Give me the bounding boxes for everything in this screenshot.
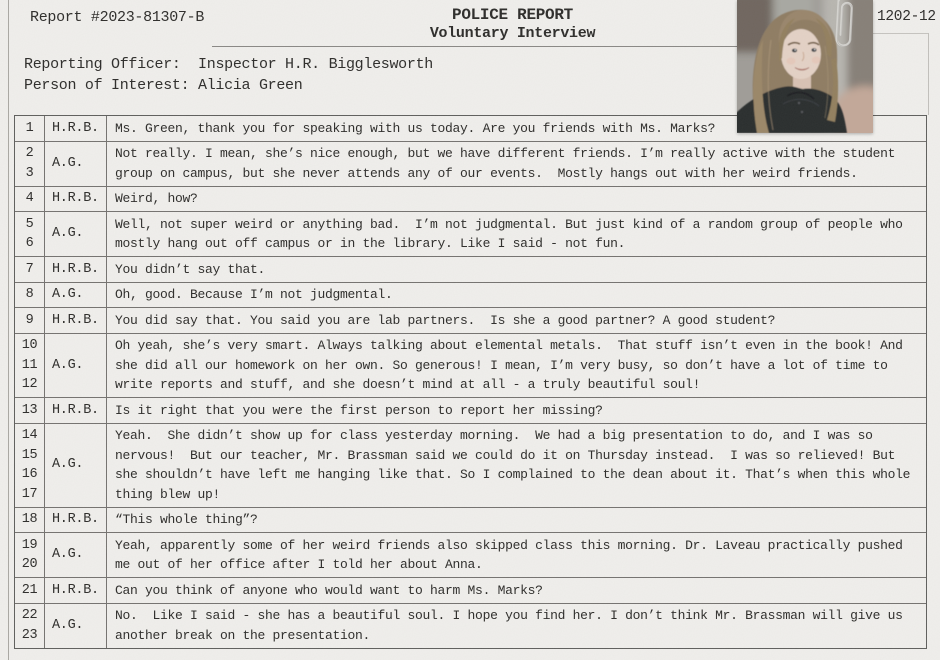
dialogue-text: Can you think of anyone who would want to harm Ms. Marks? bbox=[115, 582, 543, 598]
line-number: 23 bbox=[21, 627, 38, 643]
line-number: 13 bbox=[21, 402, 38, 418]
dialogue-text: Oh yeah, she’s very smart. Always talking about elemental metals. That stuff isn’t even in the book! And she did all our homework on her own. So generous! I mean, I’m very busy, so don’t have a lot of time to write reports and stuff, and she doesn’t mind at all - a truly beautiful soul! bbox=[115, 338, 911, 392]
speaker-initials: A.G. bbox=[45, 533, 107, 577]
line-number-cell bbox=[15, 508, 45, 533]
speaker-initials: H.R.B. bbox=[45, 398, 107, 423]
line-number: 5 bbox=[25, 216, 34, 232]
speaker-initials: H.R.B. bbox=[45, 116, 107, 141]
interview-transcript-table bbox=[14, 115, 927, 649]
line-number: 12 bbox=[21, 377, 38, 392]
dialogue-text: Not really. I mean, she’s nice enough, but we have different friends. I’m really active with the student group on campus, but she never attends any of our events. Mostly hangs out with her weird friends. bbox=[115, 146, 903, 181]
speaker-initials: H.R.B. bbox=[45, 187, 107, 212]
table-row bbox=[15, 141, 926, 186]
line-number: 7 bbox=[25, 261, 34, 277]
line-number-cell bbox=[15, 533, 45, 577]
speaker-initials: H.R.B. bbox=[45, 257, 107, 282]
case-number: 1202-12 bbox=[877, 9, 936, 25]
report-title-block bbox=[340, 6, 685, 42]
line-number-cell bbox=[15, 398, 45, 423]
table-row bbox=[15, 307, 926, 333]
line-number: 3 bbox=[25, 165, 34, 181]
paper-crease-line-horizontal bbox=[873, 33, 928, 34]
line-number: 9 bbox=[25, 312, 34, 328]
line-number-cell bbox=[15, 424, 45, 507]
report-title: POLICE REPORT bbox=[452, 6, 573, 24]
dialogue-text: Weird, how? bbox=[115, 191, 198, 206]
dialogue-text: Yeah. She didn’t show up for class yesterday morning. We had a big presentation to do, and I was so nervous! But our teacher, Mr. Brassman said we could do it on Thursday instead. I was so relieved! But she shouldn’t have left me hanging like that. So I complained to the dean about it. That’s when this whole thing blew up! bbox=[115, 428, 918, 502]
table-row bbox=[15, 507, 926, 533]
dialogue-text: Ms. Green, thank you for speaking with us today. Are you friends with Ms. Marks? bbox=[115, 120, 716, 136]
dialogue-text: You didn’t say that. bbox=[115, 261, 266, 277]
dialogue-text: No. Like I said - she has a beautiful soul. I hope you find her. I don’t think Mr. Brassman will give us another break on the presentation. bbox=[115, 608, 911, 643]
line-number: 11 bbox=[21, 357, 38, 373]
speaker-initials: H.R.B. bbox=[45, 508, 107, 533]
line-number-cell bbox=[15, 308, 45, 333]
line-number: 8 bbox=[25, 287, 34, 302]
speaker-initials: H.R.B. bbox=[45, 308, 107, 333]
speaker-initials: A.G. bbox=[45, 424, 107, 507]
speaker-initials: A.G. bbox=[45, 283, 107, 308]
line-number: 4 bbox=[25, 191, 34, 206]
table-row bbox=[15, 333, 926, 398]
line-number: 16 bbox=[21, 467, 38, 482]
line-number: 1 bbox=[25, 120, 34, 136]
line-number-cell bbox=[15, 187, 45, 212]
table-row bbox=[15, 282, 926, 308]
paper-crease-line-vertical bbox=[928, 33, 929, 115]
line-number-cell bbox=[15, 212, 45, 256]
line-number: 14 bbox=[21, 428, 38, 443]
table-row bbox=[15, 186, 926, 212]
speaker-initials: H.R.B. bbox=[45, 578, 107, 603]
header-divider bbox=[212, 46, 737, 47]
report-number: Report #2023-81307-B bbox=[30, 9, 205, 26]
dialogue-text: Well, not super weird or anything bad. I’m not judgmental. But just kind of a random group of people who mostly hang out off campus or in the library. Like I said - not fun. bbox=[115, 216, 911, 251]
line-number-cell bbox=[15, 578, 45, 603]
line-number-cell bbox=[15, 142, 45, 186]
line-number: 10 bbox=[21, 338, 38, 353]
line-number: 22 bbox=[21, 608, 38, 623]
table-row bbox=[15, 603, 926, 648]
dialogue-text: Yeah, apparently some of her weird friends also skipped class this morning. Dr. Laveau practically pushed me out of her office after I told her about Anna. bbox=[115, 537, 911, 572]
table-row bbox=[15, 577, 926, 603]
person-of-interest-photo bbox=[737, 0, 873, 133]
line-number-cell bbox=[15, 116, 45, 141]
spacer bbox=[181, 56, 198, 73]
line-number: 21 bbox=[21, 582, 38, 598]
dialogue-text: Oh, good. Because I’m not judgmental. bbox=[115, 287, 393, 302]
line-number: 15 bbox=[21, 447, 38, 463]
reporting-officer-value: Inspector H.R. Bigglesworth bbox=[198, 56, 433, 73]
speaker-initials: A.G. bbox=[45, 212, 107, 256]
speaker-initials: A.G. bbox=[45, 142, 107, 186]
table-row bbox=[15, 532, 926, 577]
page-left-edge-line bbox=[8, 0, 9, 660]
line-number: 17 bbox=[21, 486, 38, 502]
dialogue-text: “This whole thing”? bbox=[115, 512, 258, 527]
table-row bbox=[15, 423, 926, 507]
person-of-interest-value: Alicia Green bbox=[198, 77, 303, 94]
table-row bbox=[15, 211, 926, 256]
speaker-initials: A.G. bbox=[45, 604, 107, 648]
line-number: 20 bbox=[21, 557, 38, 572]
table-row bbox=[15, 256, 926, 282]
line-number: 19 bbox=[21, 537, 38, 553]
speaker-initials: A.G. bbox=[45, 334, 107, 398]
line-number-cell bbox=[15, 283, 45, 308]
line-number-cell bbox=[15, 334, 45, 398]
dialogue-text: Is it right that you were the first person to report her missing? bbox=[115, 402, 603, 418]
reporting-officer-label: Reporting Officer: bbox=[24, 56, 181, 73]
person-of-interest-line bbox=[24, 77, 302, 94]
line-number-cell bbox=[15, 604, 45, 648]
line-number-cell bbox=[15, 257, 45, 282]
spacer bbox=[189, 77, 198, 94]
line-number: 18 bbox=[21, 512, 38, 527]
paperclip-icon bbox=[827, 0, 856, 61]
dialogue-text: You did say that. You said you are lab partners. Is she a good partner? A good student? bbox=[115, 312, 776, 328]
line-number: 2 bbox=[25, 146, 34, 161]
table-row bbox=[15, 397, 926, 423]
line-number: 6 bbox=[25, 236, 34, 251]
person-of-interest-label: Person of Interest: bbox=[24, 77, 190, 94]
reporting-officer-line bbox=[24, 56, 433, 73]
report-subtitle: Voluntary Interview bbox=[429, 25, 596, 42]
